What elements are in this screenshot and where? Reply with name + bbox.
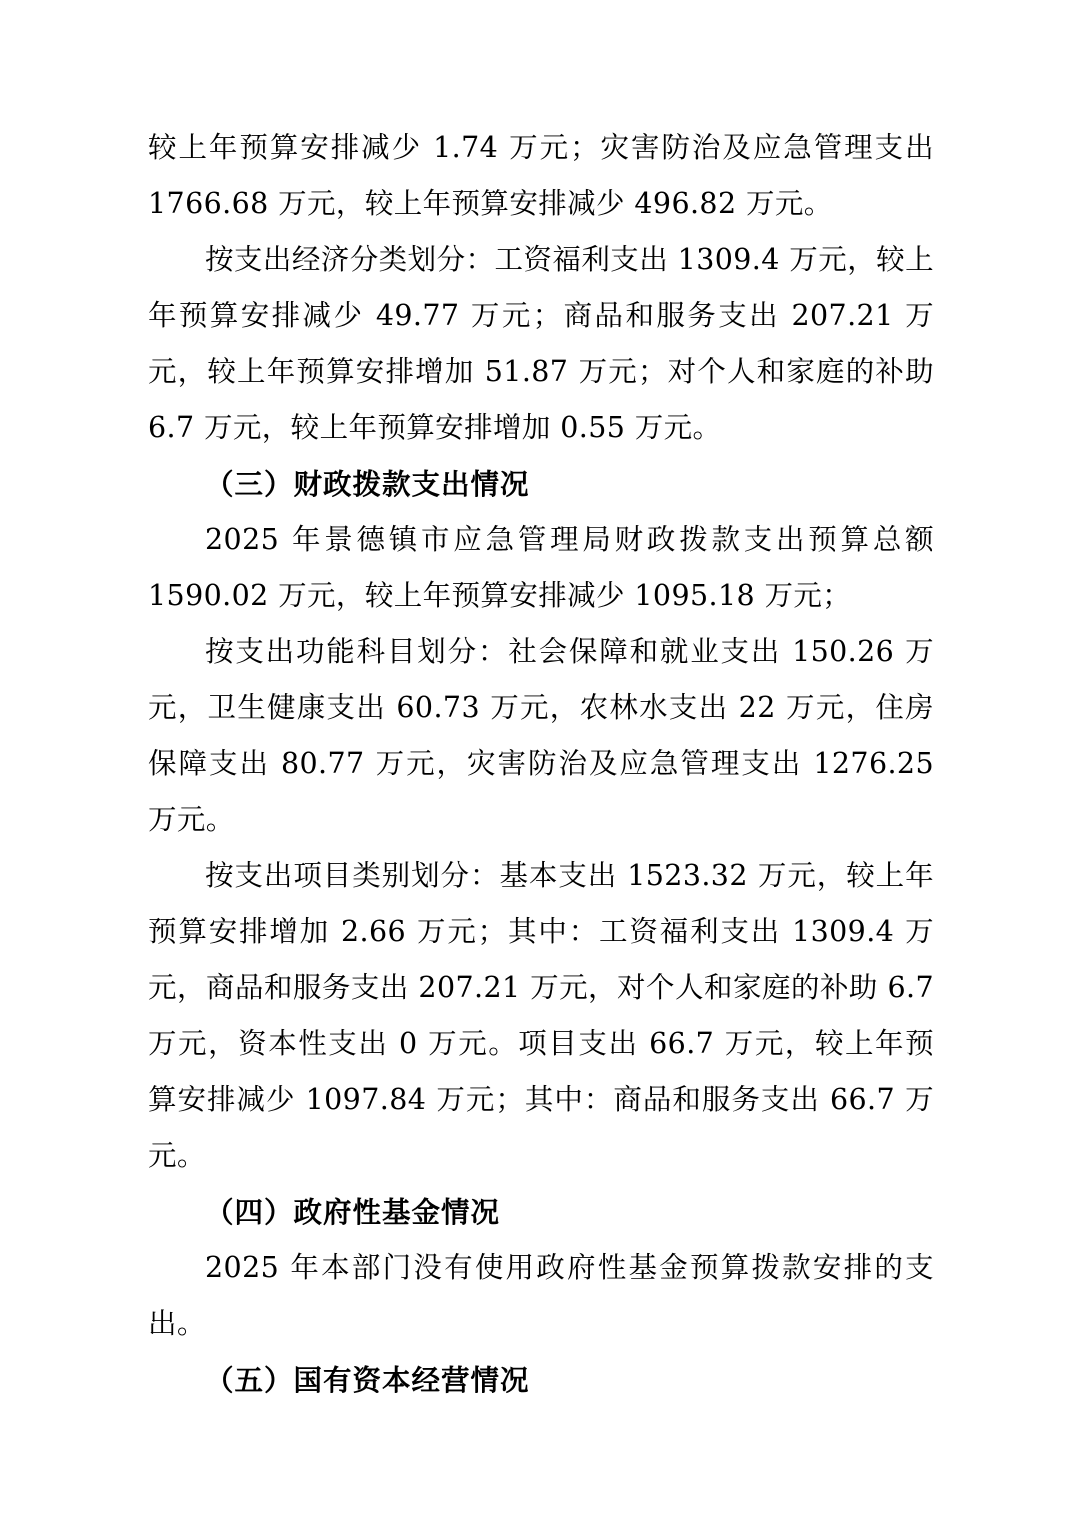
paragraph-government-fund: 2025 年本部门没有使用政府性基金预算拨款安排的支出。 [148, 1251, 934, 1340]
paragraph-fiscal-by-project-category: 按支出项目类别划分：基本支出 1523.32 万元，较上年预算安排增加 2.66 万元；其中：工资福利支出 1309.4 万元，商品和服务支出 207.21 万元，对个人和家庭的补助 6.7 万元，资本性支出 0 万元。项目支出 66.7 万元，较上年预算安排减少 1097.84 万元；其中：商品和服务支出 66.7 万元。 [148, 859, 934, 1172]
heading-section-three: （三）财政拨款支出情况 [205, 467, 530, 501]
document-body [148, 120, 934, 1408]
paragraph-expenditure-functional-continued: 较上年预算安排减少 1.74 万元；灾害防治及应急管理支出 1766.68 万元，较上年预算安排减少 496.82 万元。 [148, 131, 934, 220]
heading-section-four: （四）政府性基金情况 [205, 1195, 501, 1229]
paragraph-expenditure-economic-classification: 按支出经济分类划分：工资福利支出 1309.4 万元，较上年预算安排减少 49.77 万元；商品和服务支出 207.21 万元，较上年预算安排增加 51.87 万元；对个人和家庭的补助 6.7 万元，较上年预算安排增加 0.55 万元。 [148, 243, 934, 444]
paragraph-fiscal-by-function: 按支出功能科目划分：社会保障和就业支出 150.26 万元，卫生健康支出 60.73 万元，农林水支出 22 万元，住房保障支出 80.77 万元，灾害防治及应急管理支出 1276.25 万元。 [148, 635, 934, 836]
heading-section-five: （五）国有资本经营情况 [205, 1363, 530, 1397]
paragraph-fiscal-appropriation-total: 2025 年景德镇市应急管理局财政拨款支出预算总额 1590.02 万元，较上年预算安排减少 1095.18 万元； [148, 523, 934, 612]
